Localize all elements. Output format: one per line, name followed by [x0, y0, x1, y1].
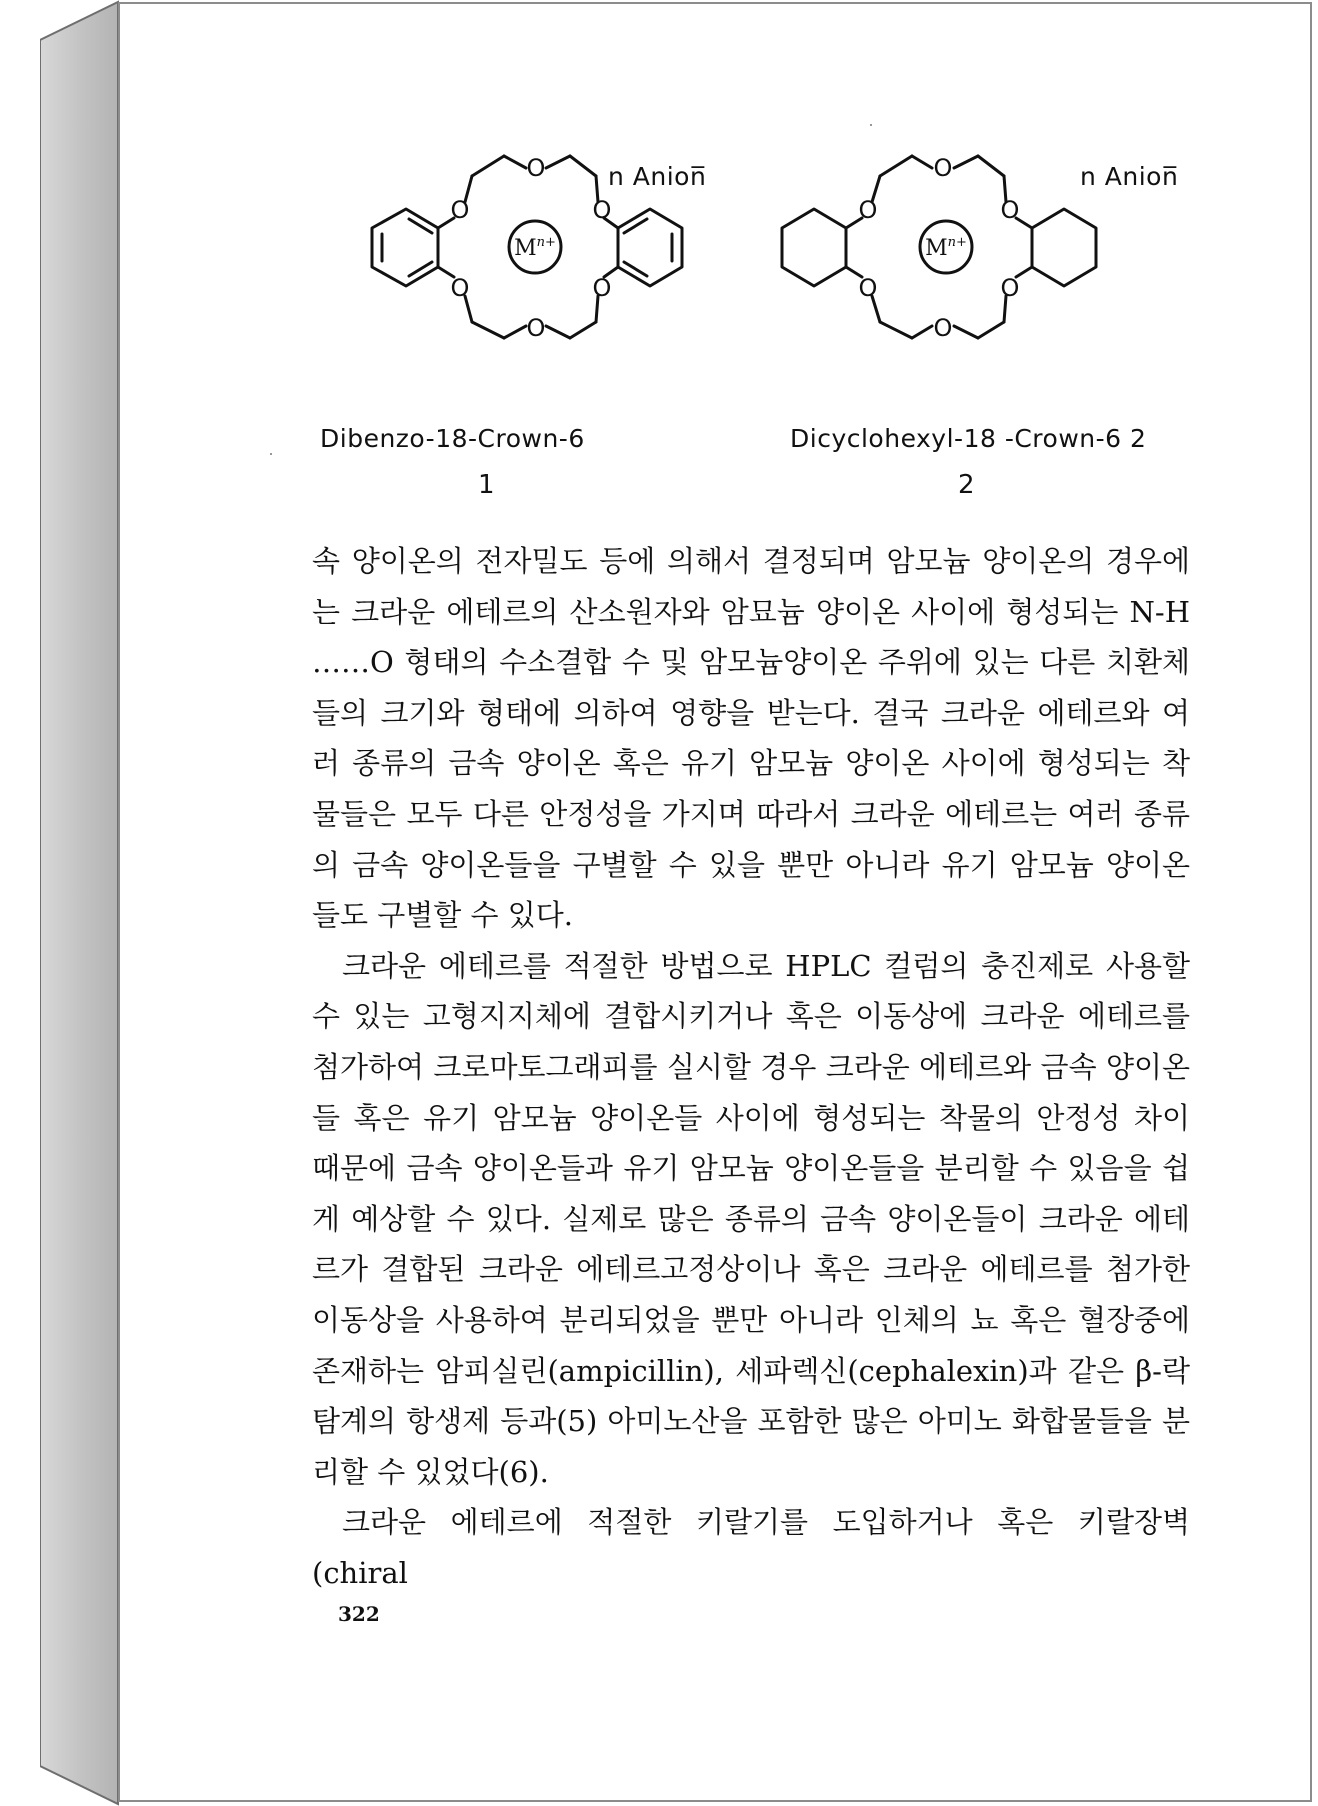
- molecule-name-left: Dibenzo-18-Crown-6: [320, 424, 585, 453]
- anion-label-right: n Anion̅: [1080, 162, 1179, 191]
- oxygen-atom-label: O: [592, 196, 612, 224]
- text-line: 탐계의 항생제 등과(5) 아미노산을 포함한 많은 아미노 화합물들을 분: [312, 1404, 1190, 1439]
- text-line: 들도 구별할 수 있다.: [312, 898, 573, 933]
- cyclohexane-ring-right-b: [1032, 209, 1096, 286]
- metal-ion-label-right: $M^{n+}$: [925, 235, 967, 261]
- cyclohexane-ring-right-a: [782, 209, 846, 286]
- text-line: 르가 결합된 크라운 에테르고정상이나 혹은 크라운 에테르를 첨가한: [312, 1252, 1190, 1287]
- document-page: [118, 2, 1312, 1802]
- compound-number-right: 2: [958, 470, 975, 500]
- text-line: 리할 수 있었다(6).: [312, 1454, 549, 1489]
- molecule-name-right: Dicyclohexyl-18 -Crown-6 2: [790, 424, 1147, 453]
- text-line: 때문에 금속 양이온들과 유기 암모늄 양이온들을 분리할 수 있음을 쉽: [312, 1151, 1190, 1186]
- oxygen-atom-label: O: [450, 274, 470, 302]
- text-line: 첨가하여 크로마토그래피를 실시할 경우 크라운 에테르와 금속 양이온: [312, 1049, 1190, 1084]
- metal-ion-label-left: $M^{n+}$: [514, 235, 556, 261]
- text-line: 는 크라운 에테르의 산소원자와 암묘늄 양이온 사이에 형성되는 N-H: [312, 594, 1190, 629]
- oxygen-atom-label: O: [526, 314, 546, 342]
- oxygen-atom-label: O: [933, 154, 953, 182]
- oxygen-atom-label: O: [1000, 196, 1020, 224]
- book-spine: [40, 0, 120, 1806]
- oxygen-atom-label: O: [1000, 274, 1020, 302]
- text-line: 크라운 에테르에 적절한 키랄기를 도입하거나 혹은 키랄장벽(chiral: [312, 1505, 1190, 1590]
- oxygen-atom-label: O: [858, 274, 878, 302]
- text-line: ……O 형태의 수소결합 수 및 암모늄양이온 주위에 있는 다른 치환체: [312, 645, 1190, 680]
- body-text: [312, 536, 1190, 1598]
- text-line: 들의 크기와 형태에 의하여 영향을 받는다. 결국 크라운 에테르와 여: [312, 695, 1190, 730]
- text-line: 존재하는 암피실린(ampicillin), 세파렉신(cephalexin)과 같은 β-락: [312, 1353, 1190, 1388]
- text-line: 수 있는 고형지지체에 결합시키거나 혹은 이동상에 크라운 에테르를: [312, 999, 1190, 1034]
- oxygen-atom-label: O: [450, 196, 470, 224]
- crown-ether-figure: [120, 4, 1314, 524]
- oxygen-atom-label: O: [933, 314, 953, 342]
- text-line: 들 혹은 유기 암모늄 양이온들 사이에 형성되는 착물의 안정성 차이: [312, 1100, 1190, 1135]
- oxygen-atom-label: O: [858, 196, 878, 224]
- text-line: 러 종류의 금속 양이온 혹은 유기 암모늄 양이온 사이에 형성되는 착: [312, 746, 1190, 781]
- oxygen-atom-label: O: [592, 274, 612, 302]
- text-line: 게 예상할 수 있다. 실제로 많은 종류의 금속 양이온들이 크라운 에테: [312, 1201, 1190, 1236]
- compound-number-left: 1: [478, 470, 495, 500]
- oxygen-atom-label: O: [526, 154, 546, 182]
- text-line: 의 금속 양이온들을 구별할 수 있을 뿐만 아니라 유기 암모늄 양이온: [312, 847, 1190, 882]
- page-number: 322: [338, 1602, 380, 1626]
- text-line: 크라운 에테르를 적절한 방법으로 HPLC 컬럼의 충진제로 사용할: [342, 948, 1190, 983]
- scan-speck: [270, 453, 272, 455]
- text-line: 이동상을 사용하여 분리되었을 뿐만 아니라 인체의 뇨 혹은 혈장중에: [312, 1302, 1190, 1337]
- scan-speck: [870, 124, 872, 126]
- text-line: 물들은 모두 다른 안정성을 가지며 따라서 크라운 에테르는 여러 종류: [312, 796, 1190, 831]
- text-line: 속 양이온의 전자밀도 등에 의해서 결정되며 암모늄 양이온의 경우에: [312, 544, 1190, 578]
- anion-label-left: n Anion̅: [608, 162, 707, 191]
